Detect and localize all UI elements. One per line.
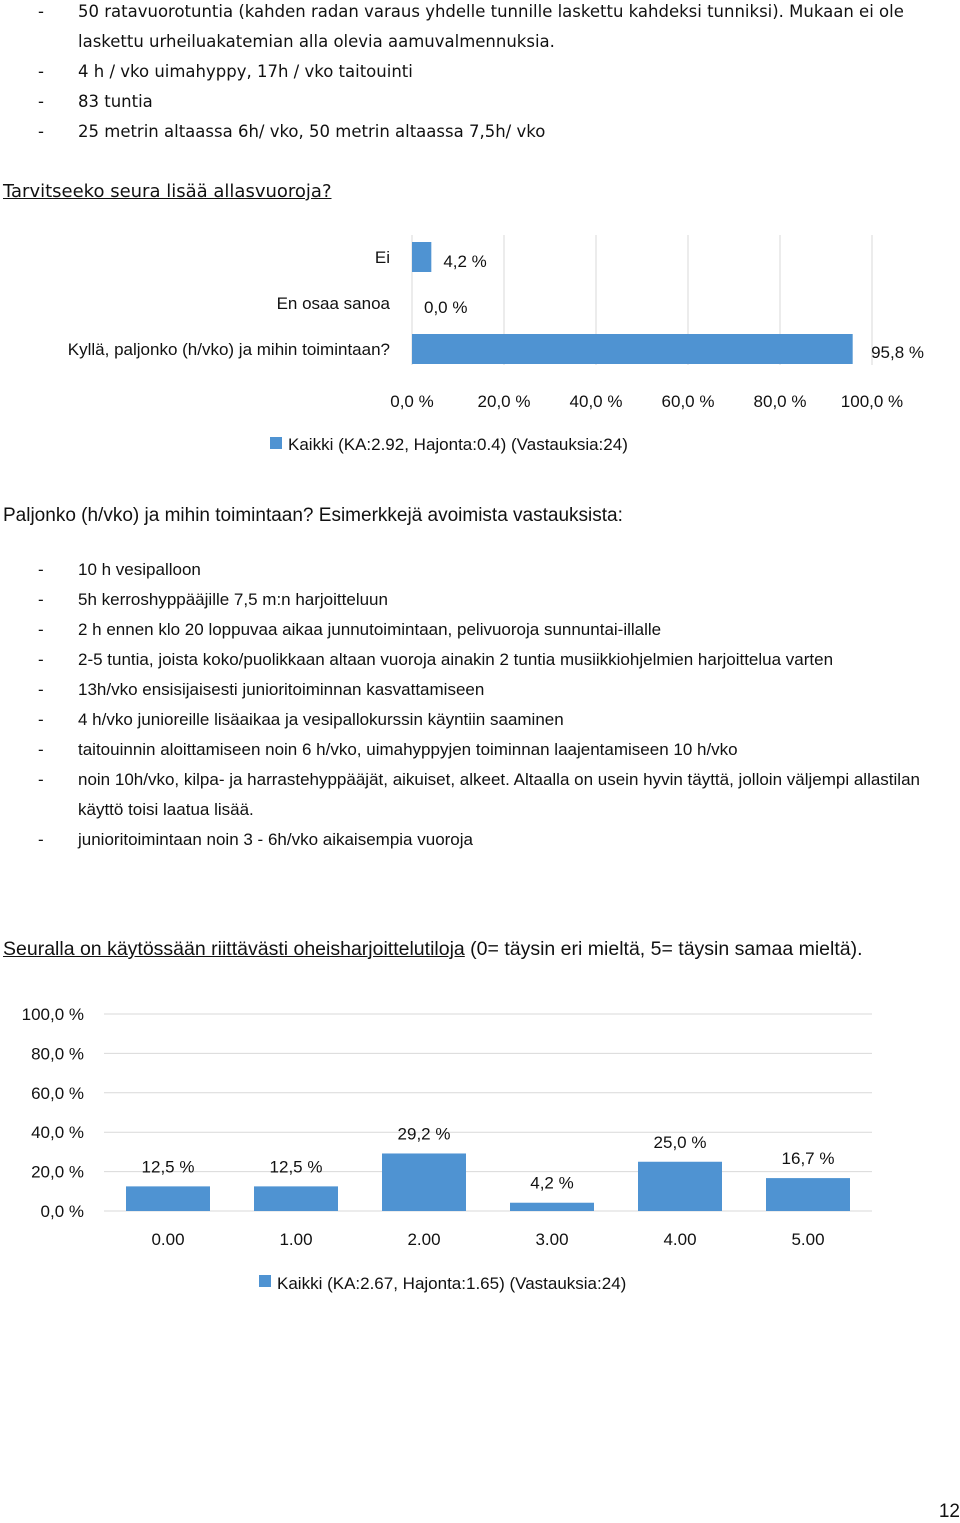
- list-dash: -: [38, 590, 44, 609]
- list-item: [0, 675, 960, 705]
- list-item-text: 4 h / vko uimahyppy, 17h / vko taitouinti: [78, 62, 413, 81]
- x-tick-label: 40,0 %: [569, 392, 623, 411]
- question-underlined: Seuralla on käytössään riittävästi oheisharjoittelutiloja: [3, 938, 465, 960]
- list-item-text: 25 metrin altaassa 6h/ vko, 50 metrin altaassa 7,5h/ vko: [78, 122, 546, 141]
- x-tick-label: 60,0 %: [661, 392, 715, 411]
- list-item: [0, 555, 960, 585]
- answers-heading-bold: Paljonko (h/vko) ja mihin toimintaan?: [3, 505, 314, 526]
- question-rest: (0= täysin eri mieltä, 5= täysin samaa mieltä).: [464, 938, 863, 960]
- list-item-text: junioritoimintaan noin 3 - 6h/vko aikaisempia vuoroja: [78, 830, 473, 849]
- list-dash: -: [38, 92, 44, 111]
- list-item-text: 50 ratavuorotuntia (kahden radan varaus yhdelle tunnille laskettu kahdeksi tunniksi). Mukaan ei ole laskettu urheiluakatemian alla olevia aamuvalmennuksia.: [78, 2, 904, 51]
- data-label: 12,5 %: [141, 1157, 195, 1177]
- list-dash: -: [38, 650, 44, 669]
- answers-list: [0, 555, 960, 855]
- list-item: [0, 735, 960, 765]
- x-tick-label: 0,0 %: [390, 392, 434, 411]
- y-tick-label: 100,0 %: [21, 1005, 84, 1024]
- category-label: Ei: [374, 248, 390, 267]
- legend-swatch: [259, 1275, 271, 1287]
- list-item: [0, 117, 960, 147]
- page-number: 12: [938, 1501, 960, 1522]
- category-label: Kyllä, paljonko (h/vko) ja mihin toimintaan?: [67, 340, 390, 359]
- list-item-text: 2 h ennen klo 20 loppuvaa aikaa junnutoimintaan, pelivuoroja sunnuntai-illalle: [78, 620, 662, 639]
- bar: [412, 334, 853, 364]
- data-label: 29,2 %: [397, 1124, 451, 1144]
- list-dash: -: [38, 740, 44, 759]
- list-item-text: taitouinnin aloittamiseen noin 6 h/vko, uimahyppyjen toiminnan laajentamiseen 10 h/vko: [78, 740, 738, 759]
- bar: [766, 1178, 850, 1211]
- list-item: [0, 0, 960, 57]
- bar: [412, 242, 431, 272]
- chart-oheisharjoittelutilat: [0, 995, 960, 1305]
- list-dash: -: [38, 680, 44, 699]
- list-item: [0, 765, 960, 825]
- data-label: 12,5 %: [269, 1157, 323, 1177]
- bar: [638, 1162, 722, 1211]
- list-item-text: noin 10h/vko, kilpa- ja harrastehyppääjät, aikuiset, alkeet. Altaalla on usein hyvin täyttä, jolloin väljempi allastilan käyttö toisi laatua lisää.: [78, 770, 920, 819]
- list-item: [0, 825, 960, 855]
- list-dash: -: [38, 2, 44, 21]
- list-dash: -: [38, 620, 44, 639]
- list-dash: -: [38, 122, 44, 141]
- x-tick-label: 2.00: [407, 1230, 441, 1249]
- y-tick-label: 0,0 %: [40, 1202, 84, 1221]
- y-tick-label: 80,0 %: [31, 1044, 84, 1064]
- x-tick-label: 20,0 %: [477, 392, 531, 411]
- legend-label: Kaikki (KA:2.92, Hajonta:0.4) (Vastauksia:24): [288, 435, 628, 454]
- bar: [126, 1186, 210, 1211]
- bar: [254, 1186, 338, 1211]
- list-item-text: 83 tuntia: [78, 92, 153, 111]
- list-item: [0, 615, 960, 645]
- question-heading: Tarvitseeko seura lisää allasvuoroja?: [3, 181, 332, 202]
- list-dash: -: [38, 830, 44, 849]
- chart-allasvuorot: [0, 225, 960, 465]
- list-dash: -: [38, 710, 44, 729]
- list-item-text: 2-5 tuntia, joista koko/puolikkaan altaan vuoroja ainakin 2 tuntia musiikkiohjelmien harjoittelua varten: [78, 650, 834, 669]
- list-item: [0, 57, 960, 87]
- list-dash: -: [38, 62, 44, 81]
- x-tick-label: 80,0 %: [753, 392, 807, 411]
- list-item-text: 5h kerroshyppääjille 7,5 m:n harjoitteluun: [78, 590, 388, 609]
- list-item-text: 13h/vko ensisijaisesti junioritoiminnan kasvattamiseen: [78, 680, 485, 699]
- list-item: [0, 585, 960, 615]
- list-item-text: 4 h/vko junioreille lisäaikaa ja vesipallokurssin käyntiin saaminen: [78, 710, 564, 729]
- intro-list: [0, 0, 960, 147]
- list-item: [0, 87, 960, 117]
- legend-swatch: [270, 437, 282, 449]
- data-label: 25,0 %: [653, 1132, 707, 1152]
- x-tick-label: 5.00: [791, 1230, 825, 1249]
- data-label: 95,8 %: [871, 343, 924, 362]
- answers-heading-rest: Esimerkkejä avoimista vastauksista:: [318, 505, 623, 526]
- y-tick-label: 40,0 %: [31, 1123, 84, 1143]
- data-label: 16,7 %: [781, 1149, 835, 1169]
- y-tick-label: 60,0 %: [31, 1083, 84, 1103]
- bar: [510, 1203, 594, 1211]
- question-heading-2: [3, 938, 863, 961]
- x-tick-label: 4.00: [663, 1230, 697, 1249]
- list-dash: -: [38, 770, 44, 789]
- data-label: 4,2 %: [530, 1173, 574, 1193]
- x-tick-label: 3.00: [535, 1230, 569, 1249]
- list-dash: -: [38, 560, 44, 579]
- category-label: En osaa sanoa: [276, 294, 390, 313]
- list-item: [0, 705, 960, 735]
- data-label: 4,2 %: [443, 252, 487, 271]
- answers-heading: [3, 505, 623, 527]
- legend-label: Kaikki (KA:2.67, Hajonta:1.65) (Vastauksia:24): [277, 1274, 627, 1293]
- data-label: 0,0 %: [424, 298, 468, 317]
- bar: [382, 1153, 466, 1211]
- x-tick-label: 100,0 %: [840, 392, 904, 411]
- list-item-text: 10 h vesipalloon: [78, 560, 201, 579]
- x-tick-label: 1.00: [279, 1230, 313, 1249]
- list-item: [0, 645, 960, 675]
- y-tick-label: 20,0 %: [31, 1162, 84, 1182]
- x-tick-label: 0.00: [151, 1230, 185, 1249]
